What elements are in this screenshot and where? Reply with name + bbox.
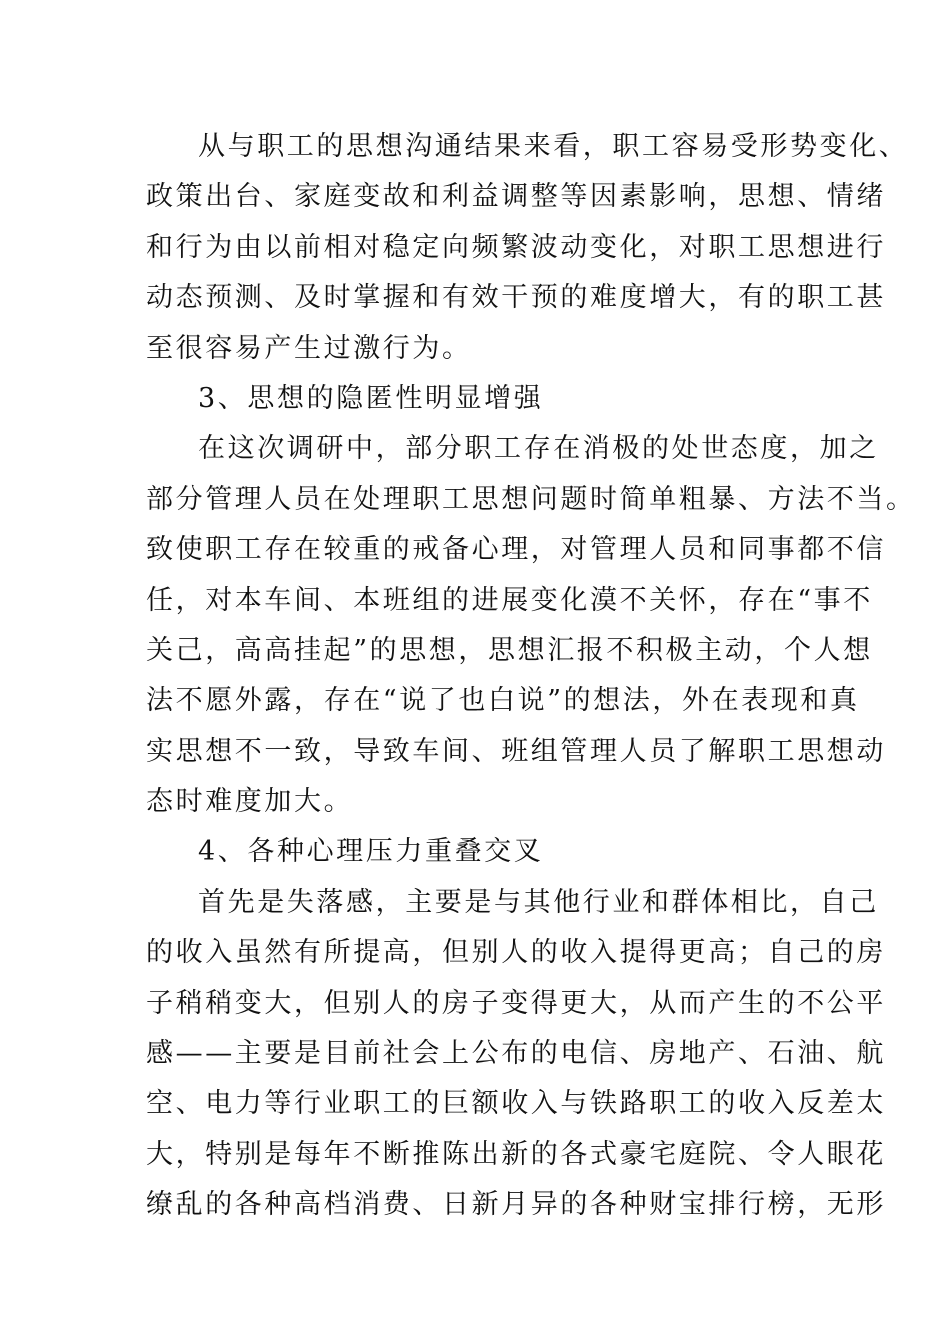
paragraph-line: 和行为由以前相对稳定向频繁波动变化，对职工思想进行 — [146, 231, 886, 263]
paragraph-line: 首先是失落感，主要是与其他行业和群体相比，自己 — [198, 886, 879, 918]
paragraph-line: 感——主要是目前社会上公布的电信、房地产、石油、航 — [146, 1038, 886, 1070]
paragraph-line: 任，对本车间、本班组的进展变化漠不关怀，存在“事不 — [146, 584, 873, 616]
paragraph-line: 态时难度加大。 — [146, 786, 354, 818]
paragraph-line: 关己，高高挂起”的思想，思想汇报不积极主动，个人想 — [146, 634, 873, 666]
paragraph-line: 动态预测、及时掌握和有效干预的难度增大，有的职工甚 — [146, 282, 886, 314]
body-text — [146, 122, 916, 1231]
paragraph-line: 致使职工存在较重的戒备心理，对管理人员和同事都不信 — [146, 534, 886, 566]
paragraph-line: 大，特别是每年不断推陈出新的各式豪宅庭院、令人眼花 — [146, 1138, 886, 1170]
paragraph-line: 实思想不一致，导致车间、班组管理人员了解职工思想动 — [146, 735, 886, 767]
section-heading: 3、思想的隐匿性明显增强 — [198, 382, 544, 414]
section-heading: 4、各种心理压力重叠交叉 — [198, 836, 544, 868]
paragraph-line: 在这次调研中，部分职工存在消极的处世态度，加之 — [198, 433, 879, 465]
paragraph-line: 从与职工的思想沟通结果来看，职工容易受形势变化、 — [198, 131, 909, 162]
paragraph-line: 缭乱的各种高档消费、日新月异的各种财宝排行榜，无形 — [146, 1189, 886, 1221]
paragraph-line: 的收入虽然有所提高，但别人的收入提得更高；自己的房 — [146, 937, 886, 969]
paragraph-line: 政策出台、家庭变故和利益调整等因素影响，思想、情绪 — [146, 181, 886, 213]
paragraph-line: 子稍稍变大，但别人的房子变得更大，从而产生的不公平 — [146, 987, 886, 1019]
paragraph-line: 至很容易产生过激行为。 — [146, 332, 472, 364]
paragraph-line: 空、电力等行业职工的巨额收入与铁路职工的收入反差太 — [146, 1088, 886, 1120]
paragraph-line: 部分管理人员在处理职工思想问题时简单粗暴、方法不当。 — [146, 483, 916, 515]
paragraph-line: 法不愿外露，存在“说了也白说”的想法，外在表现和真 — [146, 685, 860, 717]
